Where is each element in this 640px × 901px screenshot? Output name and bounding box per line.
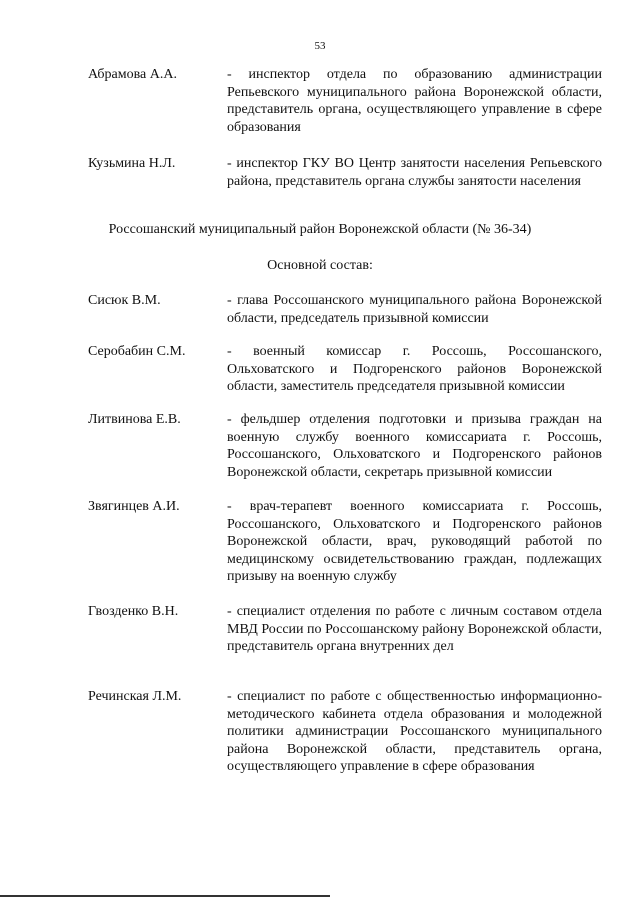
member-entry bbox=[88, 292, 602, 327]
member-entry bbox=[88, 155, 602, 190]
member-entry bbox=[88, 66, 602, 136]
member-name: Гвозденко В.Н. bbox=[88, 604, 179, 619]
scan-edge-rule bbox=[0, 895, 330, 897]
page-number: 53 bbox=[314, 40, 326, 52]
district-heading: Россошанский муниципальный район Воронежской области (№ 36-34) bbox=[108, 222, 532, 237]
member-role: - специалист по работе с общественностью информационно-методического кабинета отдела образования и молодежной политики администрации Россошанского муниципального района Воронежской области, представитель органа, осуществляющего управление в сфере образования bbox=[227, 689, 602, 774]
member-name: Литвинова Е.В. bbox=[88, 412, 181, 427]
member-entry bbox=[88, 343, 602, 396]
member-role: - инспектор отдела по образованию администрации Репьевского муниципального района Воронежской области, представитель органа, осуществляющего управление в сфере образования bbox=[227, 67, 602, 135]
member-role: - специалист отделения по работе с личным составом отдела МВД России по Россошанскому району Воронежской области, представитель органа внутренних дел bbox=[227, 604, 602, 654]
member-name: Абрамова А.А. bbox=[88, 67, 177, 82]
member-role: - глава Россошанского муниципального района Воронежской области, председатель призывной комиссии bbox=[227, 293, 602, 326]
member-entry bbox=[88, 411, 602, 481]
member-role: - инспектор ГКУ ВО Центр занятости населения Репьевского района, представитель органа службы занятости населения bbox=[227, 156, 602, 189]
member-name: Кузьмина Н.Л. bbox=[88, 156, 176, 171]
member-entry bbox=[88, 688, 602, 776]
member-entry bbox=[88, 603, 602, 656]
member-role: - врач-терапевт военного комиссариата г. Россошь, Россошанского, Ольховатского и Подгоренского районов Воронежской области, врач, руководящий работой по медицинскому освидетельствованию граждан, подлежащих призыву на военную службу bbox=[227, 499, 602, 584]
member-role: - военный комиссар г. Россошь, Россошанского, Ольховатского и Подгоренского районов Воронежской области, заместитель председателя призывной комиссии bbox=[227, 344, 602, 394]
composition-heading: Основной состав: bbox=[267, 258, 373, 273]
member-name: Сисюк В.М. bbox=[88, 293, 161, 308]
member-name: Серобабин С.М. bbox=[88, 344, 186, 359]
member-role: - фельдшер отделения подготовки и призыва граждан на военную службу военного комиссариата г. Россошь, Россошанского, Ольховатского и Подгоренского районов Воронежской области, секретарь призывной комиссии bbox=[227, 412, 602, 480]
member-name: Звягинцев А.И. bbox=[88, 499, 180, 514]
member-name: Речинская Л.М. bbox=[88, 689, 182, 704]
member-entry bbox=[88, 498, 602, 586]
